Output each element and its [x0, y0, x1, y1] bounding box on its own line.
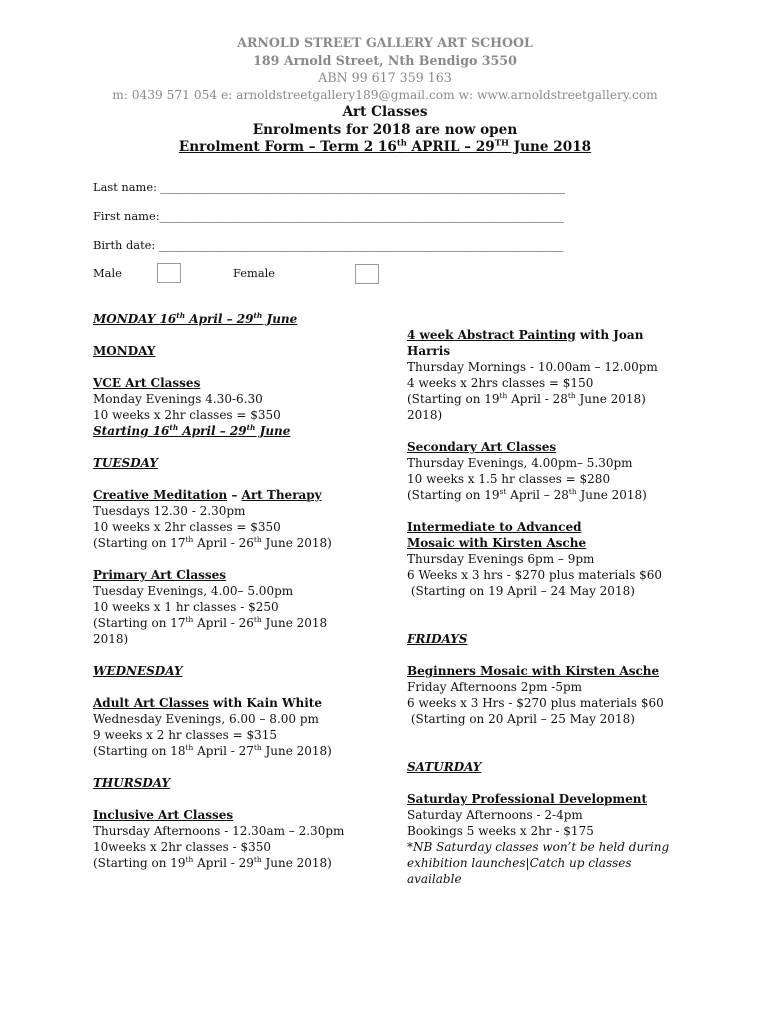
form-title: Enrolment Form – Term 2 16th APRIL – 29TH June 2018 — [178, 137, 592, 155]
class-detail: 6 Weeks x 3 hrs - $270 plus materials $60 — [407, 568, 663, 582]
class-start: (Starting on 17th April - 26th June 2018 — [93, 615, 328, 630]
class-start-cont: 2018) — [93, 632, 129, 646]
class-detail: Bookings 5 weeks x 2hr - $175 — [407, 824, 594, 838]
day-heading-thursday: THURSDAY — [93, 776, 171, 790]
doc-subtitle: Enrolments for 2018 are now open — [252, 121, 518, 138]
doc-title: Art Classes — [342, 104, 428, 120]
class-detail: Thursday Evenings, 4.00pm– 5.30pm — [407, 456, 633, 470]
class-start: (Starting on 19th April - 29th June 2018) — [93, 855, 332, 870]
class-detail: 10weeks x 2hr classes - $350 — [93, 840, 271, 854]
class-detail: Friday Afternoons 2pm -5pm — [407, 680, 583, 694]
school-contact: m: 0439 571 054 e: arnoldstreetgallery189@gmail.com w: www.arnoldstreetgallery.com — [112, 87, 658, 102]
class-title-professional: Saturday Professional Development — [407, 792, 648, 806]
class-start: (Starting on 19st April – 28th June 2018) — [407, 487, 647, 502]
female-checkbox[interactable] — [355, 264, 379, 284]
class-title-primary: Primary Art Classes — [93, 568, 226, 582]
class-start: (Starting on 19th April - 28th June 2018) — [407, 391, 646, 406]
class-start: (Starting on 18th April - 27th June 2018) — [93, 743, 332, 758]
school-address: 189 Arnold Street, Nth Bendigo 3550 — [253, 52, 517, 68]
left-column — [93, 311, 393, 871]
class-start-cont: 2018) — [407, 408, 443, 422]
day-heading-monday: MONDAY — [93, 344, 156, 358]
class-detail: Monday Evenings 4.30-6.30 — [93, 392, 263, 406]
class-title-adult: Adult Art Classes with Kain White — [93, 696, 322, 710]
class-title-secondary: Secondary Art Classes — [407, 440, 557, 454]
birth-date-field[interactable]: Birth date: _______________________________________________________________________ — [93, 238, 564, 252]
day-heading-fridays: FRIDAYS — [407, 632, 468, 646]
class-detail: 10 weeks x 2hr classes = $350 — [93, 408, 281, 422]
class-start: (Starting on 19 April – 24 May 2018) — [407, 584, 635, 598]
last-name-field[interactable]: Last name: _______________________________________________________________________ — [93, 180, 565, 194]
class-start: (Starting on 17th April - 26th June 2018) — [93, 535, 332, 550]
school-abn: ABN 99 617 359 163 — [318, 70, 452, 85]
school-name: ARNOLD STREET GALLERY ART SCHOOL — [237, 35, 533, 50]
letterhead — [0, 34, 770, 157]
saturday-note: exhibition launches|Catch up classes — [407, 856, 632, 870]
class-title-meditation: Creative Meditation – Art Therapy — [93, 488, 322, 502]
term-heading: MONDAY 16th April – 29th June — [93, 311, 298, 326]
male-checkbox[interactable] — [157, 263, 181, 283]
class-detail: Thursday Evenings 6pm – 9pm — [407, 552, 595, 566]
class-title-inclusive: Inclusive Art Classes — [93, 808, 234, 822]
day-heading-saturday: SATURDAY — [407, 760, 482, 774]
class-title-beginners: Beginners Mosaic with Kirsten Asche — [407, 664, 660, 678]
class-detail: 6 weeks x 3 Hrs - $270 plus materials $60 — [407, 696, 664, 710]
female-label: Female — [233, 266, 275, 280]
class-title-abstract: 4 week Abstract Painting with Joan — [407, 328, 644, 342]
class-detail: 9 weeks x 2 hr classes = $315 — [93, 728, 277, 742]
class-detail: 10 weeks x 1 hr classes - $250 — [93, 600, 279, 614]
class-title-intermediate-cont: Mosaic with Kirsten Asche — [407, 536, 587, 550]
class-detail: Saturday Afternoons - 2-4pm — [407, 808, 583, 822]
day-heading-tuesday: TUESDAY — [93, 456, 158, 470]
day-heading-wednesday: WEDNESDAY — [93, 664, 183, 678]
class-detail: 10 weeks x 2hr classes = $350 — [93, 520, 281, 534]
class-title-abstract-cont: Harris — [407, 344, 451, 358]
class-detail: 10 weeks x 1.5 hr classes = $280 — [407, 472, 611, 486]
class-detail: Tuesdays 12.30 - 2.30pm — [93, 504, 246, 518]
class-detail: 4 weeks x 2hrs classes = $150 — [407, 376, 594, 390]
class-detail: Thursday Afternoons - 12.30am – 2.30pm — [93, 824, 345, 838]
class-detail: Thursday Mornings - 10.00am – 12.00pm — [407, 360, 658, 374]
saturday-note: *NB Saturday classes won’t be held during — [407, 840, 670, 854]
class-title-vce: VCE Art Classes — [93, 376, 201, 390]
class-start-vce: Starting 16th April – 29th June — [93, 423, 291, 438]
right-column — [407, 327, 707, 887]
first-name-field[interactable]: First name:_______________________________________________________________________ — [93, 209, 564, 223]
class-detail: Tuesday Evenings, 4.00– 5.00pm — [93, 584, 294, 598]
male-label: Male — [93, 266, 122, 280]
saturday-note: available — [407, 872, 462, 886]
class-start: (Starting on 20 April – 25 May 2018) — [407, 712, 635, 726]
class-title-intermediate: Intermediate to Advanced — [407, 520, 582, 534]
class-detail: Wednesday Evenings, 6.00 – 8.00 pm — [93, 712, 319, 726]
